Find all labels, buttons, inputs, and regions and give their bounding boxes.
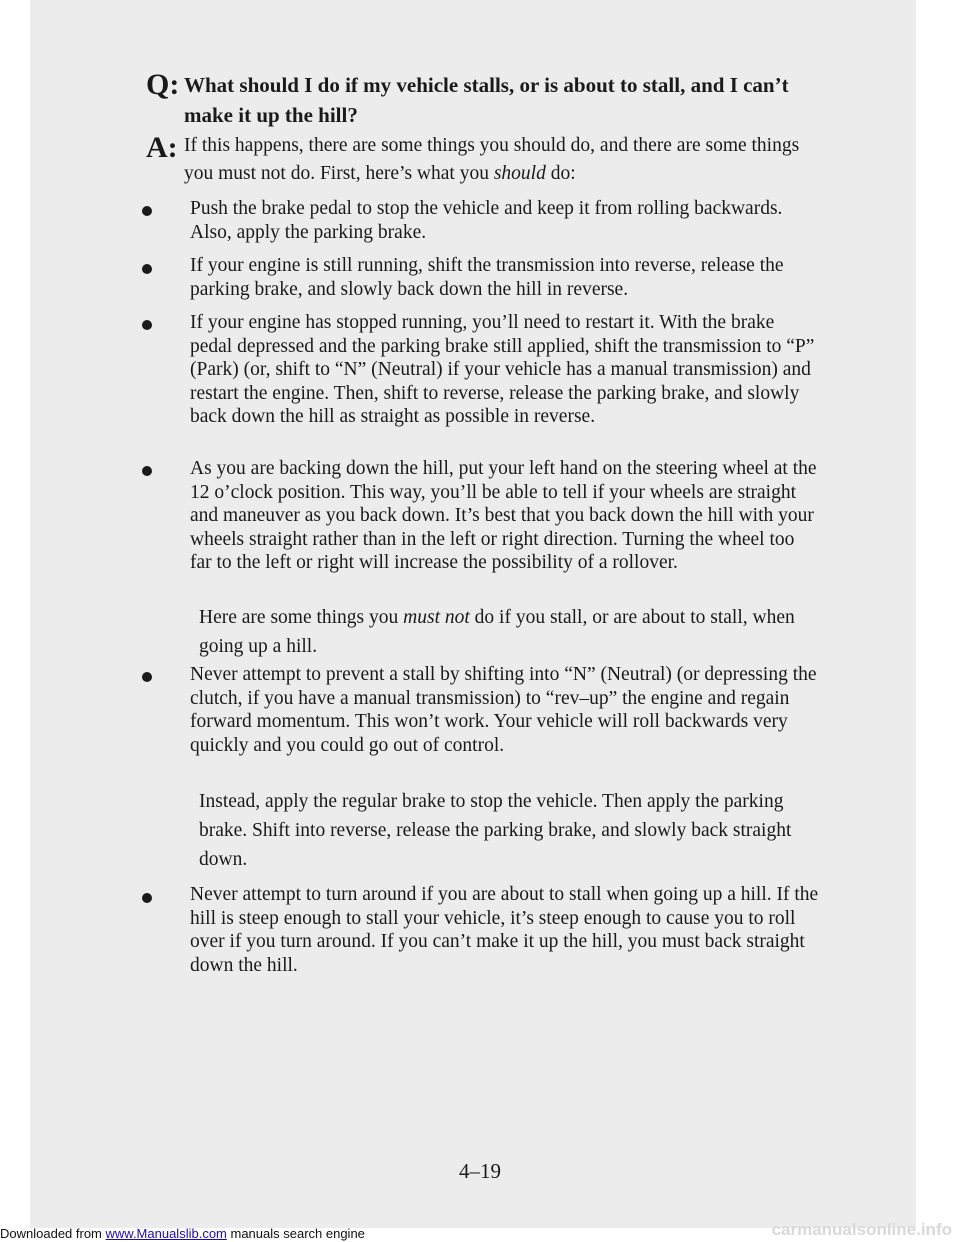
list-item: As you are backing down the hill, put your left hand on the steering wheel at the 12 o’clock position. This way, you’ll be able to tell if your wheels are straight and maneuver as you back down. It’s best that you back down the hill with your wheels straight rather than in the left or right direction. Turning the wheel too far to the left or right will increase the possibility of a rollover.	[190, 458, 817, 573]
must-not-intro: Here are some things you must not do if you stall, or are about to stall, when going up a hill.	[199, 607, 795, 657]
list-item: Push the brake pedal to stop the vehicle and keep it from rolling backwards. Also, apply the parking brake.	[190, 198, 783, 243]
instead-paragraph: Instead, apply the regular brake to stop the vehicle. Then apply the parking brake. Shift into reverse, release the parking brake, and slowly back straight down.	[199, 791, 792, 870]
download-footer: Downloaded from www.Manualslib.com manuals search engine	[0, 1226, 365, 1241]
watermark: carmanualsonline.info	[771, 1220, 952, 1239]
page-number: 4–19	[459, 1159, 501, 1183]
bullet-dot	[142, 893, 152, 903]
answer-label: A:	[146, 131, 178, 164]
bullet-dot	[142, 466, 152, 476]
bullet-dot	[142, 320, 152, 330]
question-label: Q:	[146, 68, 180, 101]
list-item: If your engine has stopped running, you’ll need to restart it. With the brake pedal depressed and the parking brake still applied, shift the transmission to “P” (Park) (or, shift to “N” (Neutral) if your vehicle has a manual transmission) and restart the engine. Then, shift to reverse, release the parking brake, and slowly back down the hill as straight as possible in reverse.	[190, 312, 815, 427]
question-text: What should I do if my vehicle stalls, or is about to stall, and I can’t make it up the hill?	[184, 73, 789, 127]
bullet-dot	[142, 264, 152, 274]
bullet-dot	[142, 672, 152, 682]
list-item: Never attempt to turn around if you are about to stall when going up a hill. If the hill is steep enough to stall your vehicle, it’s steep enough to cause you to roll over if you turn around. If you can’t make it up the hill, you must back straight down the hill.	[190, 884, 819, 976]
bullet-dot	[142, 206, 152, 216]
manualslib-link[interactable]: www.Manualslib.com	[105, 1226, 227, 1241]
list-item: Never attempt to prevent a stall by shifting into “N” (Neutral) (or depressing the clutch, if you have a manual transmission) to “rev–up” the engine and regain forward momentum. This won’t work. Your vehicle will roll backwards very quickly and you could go out of control.	[190, 664, 817, 756]
list-item: If your engine is still running, shift the transmission into reverse, release the parking brake, and slowly back down the hill in reverse.	[190, 255, 784, 300]
answer-text: If this happens, there are some things you should do, and there are some things you must not do. First, here’s what you should do:	[184, 135, 800, 184]
